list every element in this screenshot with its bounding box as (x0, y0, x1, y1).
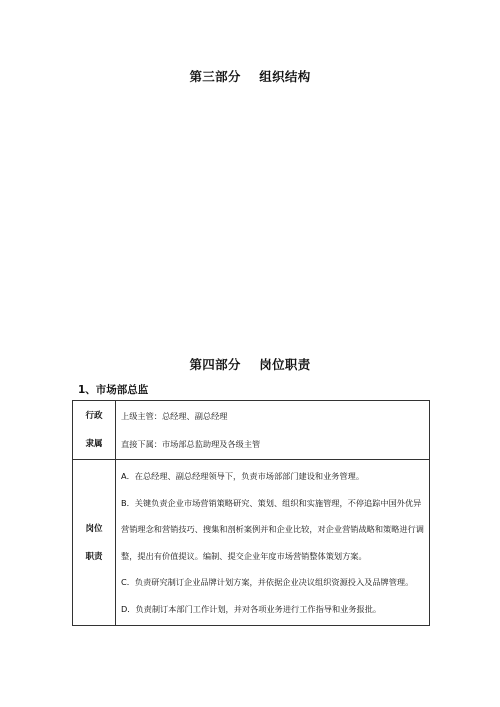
affiliation-label-cell (73, 401, 116, 460)
subordinate-text: 直接下属：市场部总监助理及各级主管 (121, 439, 261, 449)
duty-item: B．关键负责企业市场营销策略研究、策划、组织和实施管理，不停追踪中国外优异营销理念和营销技巧、搜集和剖析案例并和企业比较，对企业营销战略和策略进行调整，提出有价值提议。编制、提交企业年度市场营销整体策划方案。 (121, 497, 424, 561)
duties-label-line1: 岗位 (85, 523, 103, 534)
duties-label-cell (73, 460, 116, 626)
duties-label-line2: 职责 (85, 551, 103, 562)
affiliation-content-cell (116, 401, 430, 460)
table-row-affiliation (73, 401, 430, 460)
duties-content-cell (116, 460, 430, 626)
part4-title: 第四部分 岗位职责 (189, 357, 311, 372)
duty-item: A．在总经理、副总经理领导下，负责市场部部门建设和业务管理。 (121, 471, 365, 481)
section-title: 1、市场部总监 (78, 384, 149, 396)
duty-table (72, 400, 430, 626)
affiliation-label-line2: 隶属 (85, 439, 103, 449)
superior-text: 上级主管：总经理、副总经理 (121, 411, 228, 421)
affiliation-label-line1: 行政 (85, 411, 103, 421)
duty-item: D．负责制订本部门工作计划，并对各项业务进行工作指导和业务报批。 (121, 603, 382, 614)
part3-title: 第三部分 组织结构 (189, 69, 311, 84)
table-row-duties (73, 460, 430, 626)
duty-item: C．负责研究制订企业品牌计划方案，并依据企业决议组织资源投入及品牌管理。 (121, 577, 414, 587)
